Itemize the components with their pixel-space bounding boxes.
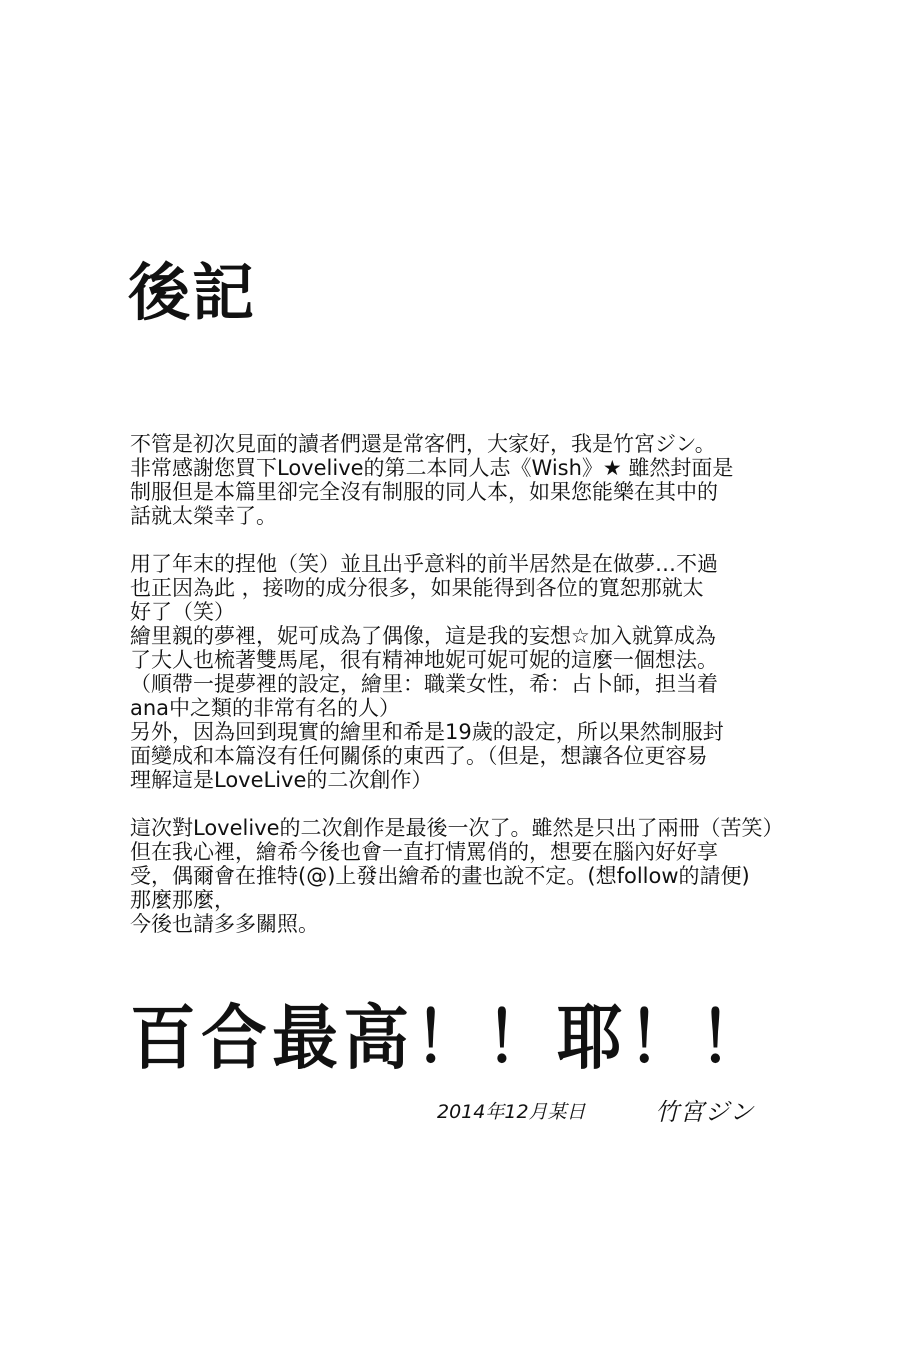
text-line: 話就太榮幸了。 bbox=[130, 504, 277, 528]
text-line: 那麼那麼， bbox=[130, 888, 235, 912]
paragraph-gap bbox=[130, 792, 790, 816]
closing-shout: 百合最高！！耶！！ bbox=[130, 997, 771, 1079]
text-line: 制服但是本篇里卻完全沒有制服的同人本，如果您能樂在其中的 bbox=[130, 480, 718, 504]
text-line: 好了（笑） bbox=[130, 600, 235, 624]
text-line: ana中之類的非常有名的人） bbox=[130, 696, 401, 720]
paragraph-gap bbox=[130, 528, 790, 552]
paragraph-3 bbox=[130, 816, 790, 936]
text-line: 面變成和本篇沒有任何關係的東西了。（但是，想讓各位更容易 bbox=[130, 744, 708, 768]
afterword-body bbox=[130, 432, 790, 936]
text-line: 用了年末的捏他（笑）並且出乎意料的前半居然是在做夢…不過 bbox=[130, 552, 718, 576]
text-line: 受，偶爾會在推特(@)上發出繪希的畫也說不定。(想follow的請便) bbox=[130, 864, 750, 888]
text-line: 但在我心裡，繪希今後也會一直打情罵俏的，想要在腦內好好享 bbox=[130, 840, 718, 864]
text-line: 不管是初次見面的讀者們還是常客們，大家好，我是竹宮ジン。 bbox=[130, 432, 716, 456]
paragraph-1 bbox=[130, 432, 790, 528]
text-line: 另外，因為回到現實的繪里和希是19歲的設定，所以果然制服封 bbox=[130, 720, 724, 744]
text-line: 理解這是LoveLive的二次創作） bbox=[130, 768, 433, 792]
text-line: 這次對Lovelive的二次創作是最後一次了。雖然是只出了兩冊（苦笑） bbox=[130, 816, 784, 840]
text-line: 繪里親的夢裡，妮可成為了偶像，這是我的妄想☆加入就算成為 bbox=[130, 624, 716, 648]
text-line: 今後也請多多關照。 bbox=[130, 912, 319, 936]
page-title: 後記 bbox=[128, 256, 257, 329]
text-line: 了大人也梳著雙馬尾，很有精神地妮可妮可妮的這麼一個想法。 bbox=[130, 648, 718, 672]
author-signature: 竹宮ジン bbox=[655, 1098, 755, 1126]
text-line: 非常感謝您買下Lovelive的第二本同人志《Wish》★ 雖然封面是 bbox=[130, 456, 734, 480]
handwritten-date: 2014年12月某日 bbox=[437, 1101, 586, 1123]
text-line: （順帶一提夢裡的設定，繪里：職業女性，希：占卜師，担当着 bbox=[130, 672, 718, 696]
text-line: 也正因為此 ，接吻的成分很多，如果能得到各位的寬恕那就太 bbox=[130, 576, 704, 600]
paragraph-2 bbox=[130, 552, 790, 792]
